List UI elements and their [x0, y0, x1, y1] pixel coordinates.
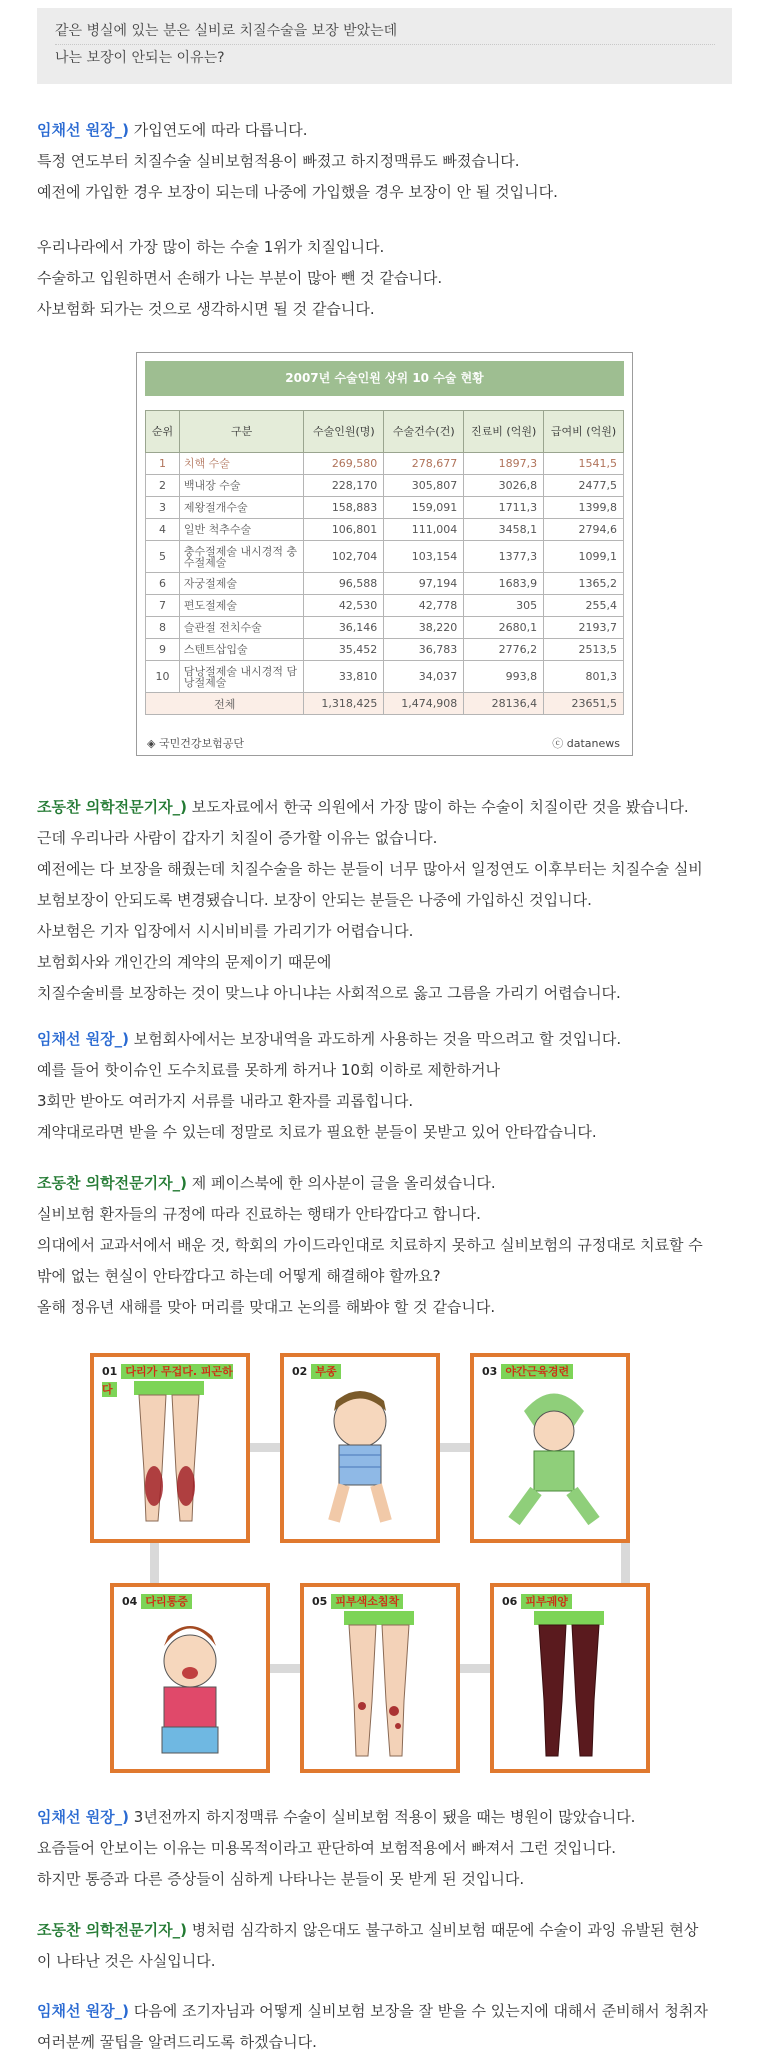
table-cell: 993,8 [464, 661, 544, 693]
table-cell: 담낭절제술 내시경적 담낭절제술 [179, 661, 304, 693]
table-cell: 스텐트삽입술 [179, 639, 304, 661]
text-line: 하지만 통증과 다른 증상들이 심하게 나타나는 분들이 못 받게 된 것입니다. [37, 1870, 525, 1888]
swelling-icon [284, 1381, 436, 1539]
night-cramp-icon [474, 1381, 626, 1539]
symptom-panel-01 [90, 1353, 250, 1543]
text-line: 가입연도에 따라 다릅니다. [129, 121, 308, 139]
table-cell: 97,194 [384, 573, 464, 595]
answer-block-lim-1 [37, 115, 737, 325]
heavy-legs-icon [94, 1381, 246, 1539]
text-line: 사보험화 되가는 것으로 생각하시면 될 것 같습니다. [37, 300, 375, 318]
skin-pigmentation-icon [304, 1611, 456, 1769]
symptom-label: 다리통증 [141, 1594, 192, 1609]
table-cell: 42,778 [384, 595, 464, 617]
table-cell: 8 [146, 617, 180, 639]
table-cell: 1365,2 [544, 573, 624, 595]
symptom-panel-05 [300, 1583, 460, 1773]
text-line: 여러분께 꿀팁을 알려드리도록 하겠습니다. [37, 2033, 317, 2051]
table-cell: 치핵 수술 [179, 453, 304, 475]
table-cell: 3458,1 [464, 519, 544, 541]
symptom-number: 06 [502, 1595, 518, 1608]
text-line: 보험회사와 개인간의 계약의 문제이기 때문에 [37, 953, 332, 971]
table-cell: 2794,6 [544, 519, 624, 541]
text-line: 밖에 없는 현실이 안타깝다고 하는데 어떻게 해결해야 할까요? [37, 1267, 441, 1285]
table-row [146, 573, 624, 595]
text-line: 보험회사에서는 보장내역을 과도하게 사용하는 것을 막으려고 할 것입니다. [129, 1030, 622, 1048]
table-cell: 일반 척추수술 [179, 519, 304, 541]
table-row [146, 639, 624, 661]
speaker-cho: 조동찬 의학전문기자_) [37, 1921, 187, 1939]
table-title: 2007년 수술인원 상위 10 수술 현황 [145, 361, 624, 396]
answer-block-lim-2 [37, 1024, 737, 1148]
table-cell: 305 [464, 595, 544, 617]
leg-pain-icon [114, 1611, 266, 1769]
symptom-number: 05 [312, 1595, 328, 1608]
speaker-cho: 조동찬 의학전문기자_) [37, 798, 187, 816]
symptom-panel-02 [280, 1353, 440, 1543]
symptom-panel-06 [490, 1583, 650, 1773]
table-header-cell: 구분 [179, 411, 304, 453]
table-total-row [146, 693, 624, 715]
table-cell: 801,3 [544, 661, 624, 693]
text-line: 3회만 받아도 여러가지 서류를 내라고 환자를 괴롭힙니다. [37, 1092, 414, 1110]
skin-ulcer-icon [494, 1611, 646, 1769]
table-cell: 1,474,908 [384, 693, 464, 715]
table-cell: 159,091 [384, 497, 464, 519]
text-line: 예전에 가입한 경우 보장이 되는데 나중에 가입했을 경우 보장이 안 될 것입니다. [37, 183, 558, 201]
symptom-number: 04 [122, 1595, 138, 1608]
table-cell: 6 [146, 573, 180, 595]
text-line: 예전에는 다 보장을 해줬는데 치질수술을 하는 분들이 너무 많아서 일정연도 이후부터는 치질수술 실비 [37, 860, 703, 878]
speaker-lim: 임채선 원장_) [37, 1808, 130, 1826]
text-line: 특정 연도부터 치질수술 실비보험적용이 빠졌고 하지정맥류도 빠졌습니다. [37, 152, 520, 170]
text-line: 실비보험 환자들의 규정에 따라 진료하는 행태가 안타깝다고 합니다. [37, 1205, 481, 1223]
table-cell: 3026,8 [464, 475, 544, 497]
text-line: 제 페이스북에 한 의사분이 글을 올리셨습니다. [187, 1174, 496, 1192]
table-cell: 3 [146, 497, 180, 519]
table-cell: 1377,3 [464, 541, 544, 573]
table-cell: 35,452 [304, 639, 384, 661]
text-line: 다음에 조기자님과 어떻게 실비보험 보장을 잘 받을 수 있는지에 대해서 준비해서 청취자 [129, 2002, 708, 2020]
table-cell: 편도절제술 [179, 595, 304, 617]
table-cell: 42,530 [304, 595, 384, 617]
table-cell: 96,588 [304, 573, 384, 595]
text-line: 요즘들어 안보이는 이유는 미용목적이라고 판단하여 보험적용에서 빠져서 그런 것입니다. [37, 1839, 617, 1857]
table-cell: 228,170 [304, 475, 384, 497]
answer-block-cho-2 [37, 1168, 737, 1323]
text-line: 우리나라에서 가장 많이 하는 수술 1위가 치질입니다. [37, 238, 385, 256]
table-cell: 1099,1 [544, 541, 624, 573]
table-cell: 2193,7 [544, 617, 624, 639]
table-cell: 1541,5 [544, 453, 624, 475]
table-row [146, 497, 624, 519]
table-header-cell: 수술건수(건) [384, 411, 464, 453]
text-line: 예를 들어 핫이슈인 도수치료를 못하게 하거나 10회 이하로 제한하거나 [37, 1061, 500, 1079]
symptom-number: 01 [102, 1365, 118, 1378]
table-row [146, 453, 624, 475]
table-cell: 1,318,425 [304, 693, 384, 715]
table-cell: 1711,3 [464, 497, 544, 519]
table-cell: 111,004 [384, 519, 464, 541]
table-row [146, 519, 624, 541]
text-line: 병처럼 심각하지 않은대도 불구하고 실비보험 때문에 수술이 과잉 유발된 현상 [187, 1921, 699, 1939]
speaker-lim: 임채선 원장_) [37, 1030, 130, 1048]
question-box [37, 8, 732, 84]
table-header-cell: 급여비 (억원) [544, 411, 624, 453]
table-cell: 1 [146, 453, 180, 475]
table-cell: 2477,5 [544, 475, 624, 497]
speaker-lim: 임채선 원장_) [37, 121, 130, 139]
table-cell: 269,580 [304, 453, 384, 475]
varicose-symptoms-illustration [90, 1353, 680, 1777]
table-brand: ⓒ datanews [552, 737, 620, 750]
text-line: 이 나타난 것은 사실입니다. [37, 1952, 216, 1970]
table-cell: 5 [146, 541, 180, 573]
table-row [146, 541, 624, 573]
text-line: 사보험은 기자 입장에서 시시비비를 가리기가 어렵습니다. [37, 922, 414, 940]
symptom-label: 피부색소침착 [331, 1594, 403, 1609]
table-cell: 2513,5 [544, 639, 624, 661]
table-header-cell: 순위 [146, 411, 180, 453]
table-cell: 36,783 [384, 639, 464, 661]
table-cell: 1399,8 [544, 497, 624, 519]
table-cell: 1897,3 [464, 453, 544, 475]
table-header-row [146, 411, 624, 453]
symptom-label: 피부궤양 [521, 1594, 572, 1609]
table-cell: 38,220 [384, 617, 464, 639]
surgery-stats-table [145, 410, 624, 715]
text-line: 올해 정유년 새해를 맞아 머리를 맞대고 논의를 해봐야 할 것 같습니다. [37, 1298, 496, 1316]
table-row [146, 475, 624, 497]
table-cell: 28136,4 [464, 693, 544, 715]
table-cell: 제왕절개수술 [179, 497, 304, 519]
surgery-stats-table-figure [136, 352, 633, 756]
table-cell: 158,883 [304, 497, 384, 519]
table-cell: 305,807 [384, 475, 464, 497]
table-cell: 23651,5 [544, 693, 624, 715]
table-cell: 7 [146, 595, 180, 617]
table-header-cell: 수술인원(명) [304, 411, 384, 453]
symptom-label: 야간근육경련 [501, 1364, 573, 1379]
table-cell: 36,146 [304, 617, 384, 639]
text-line: 의대에서 교과서에서 배운 것, 학회의 가이드라인대로 치료하지 못하고 실비보험의 규정대로 치료할 수 [37, 1236, 703, 1254]
table-cell: 2680,1 [464, 617, 544, 639]
table-cell: 33,810 [304, 661, 384, 693]
table-cell: 2 [146, 475, 180, 497]
speaker-lim: 임채선 원장_) [37, 2002, 130, 2020]
text-line: 보험보장이 안되도록 변경됐습니다. 보장이 안되는 분들은 나중에 가입하신 것입니다. [37, 891, 592, 909]
text-line: 치질수술비를 보장하는 것이 맞느냐 아니냐는 사회적으로 옳고 그름을 가리기 어렵습니다. [37, 984, 621, 1002]
table-cell: 1683,9 [464, 573, 544, 595]
table-cell: 슬관절 전치수술 [179, 617, 304, 639]
text-line: 근데 우리나라 사람이 갑자기 치질이 증가할 이유는 없습니다. [37, 829, 438, 847]
table-cell: 255,4 [544, 595, 624, 617]
symptom-panel-03 [470, 1353, 630, 1543]
text-line: 보도자료에서 한국 의원에서 가장 많이 하는 수술이 치질이란 것을 봤습니다. [187, 798, 689, 816]
table-cell: 9 [146, 639, 180, 661]
table-cell: 4 [146, 519, 180, 541]
table-cell: 자궁절제술 [179, 573, 304, 595]
answer-block-cho-3 [37, 1915, 737, 1977]
symptom-label: 부종 [311, 1364, 340, 1379]
symptom-panel-04 [110, 1583, 270, 1773]
table-cell: 106,801 [304, 519, 384, 541]
table-cell: 2776,2 [464, 639, 544, 661]
table-cell: 34,037 [384, 661, 464, 693]
table-cell: 10 [146, 661, 180, 693]
question-line-2: 나는 보장이 안되는 이유는? [55, 50, 225, 66]
symptom-number: 03 [482, 1365, 498, 1378]
table-cell: 103,154 [384, 541, 464, 573]
table-source: ◈ 국민건강보험공단 [147, 737, 244, 750]
text-line: 3년전까지 하지정맥류 수술이 실비보험 적용이 됐을 때는 병원이 많았습니다. [129, 1808, 636, 1826]
answer-block-lim-4 [37, 1996, 737, 2058]
answer-block-cho-1 [37, 792, 737, 1009]
text-line: 계약대로라면 받을 수 있는데 정말로 치료가 필요한 분들이 못받고 있어 안타깝습니다. [37, 1123, 597, 1141]
table-row [146, 661, 624, 693]
table-cell: 전체 [146, 693, 304, 715]
symptom-label: 다리가 무겁다. 피곤하다 [102, 1365, 233, 1396]
table-cell: 충수절제술 내시경적 충수절제술 [179, 541, 304, 573]
speaker-cho: 조동찬 의학전문기자_) [37, 1174, 187, 1192]
table-cell: 278,677 [384, 453, 464, 475]
text-line: 수술하고 입원하면서 손해가 나는 부분이 많아 뺀 것 같습니다. [37, 269, 443, 287]
table-row [146, 595, 624, 617]
table-cell: 102,704 [304, 541, 384, 573]
question-line-1: 같은 병실에 있는 분은 실비로 치질수술을 보장 받았는데 [55, 18, 715, 45]
answer-block-lim-3 [37, 1802, 737, 1895]
table-row [146, 617, 624, 639]
table-header-cell: 진료비 (억원) [464, 411, 544, 453]
symptom-number: 02 [292, 1365, 308, 1378]
table-cell: 백내장 수술 [179, 475, 304, 497]
